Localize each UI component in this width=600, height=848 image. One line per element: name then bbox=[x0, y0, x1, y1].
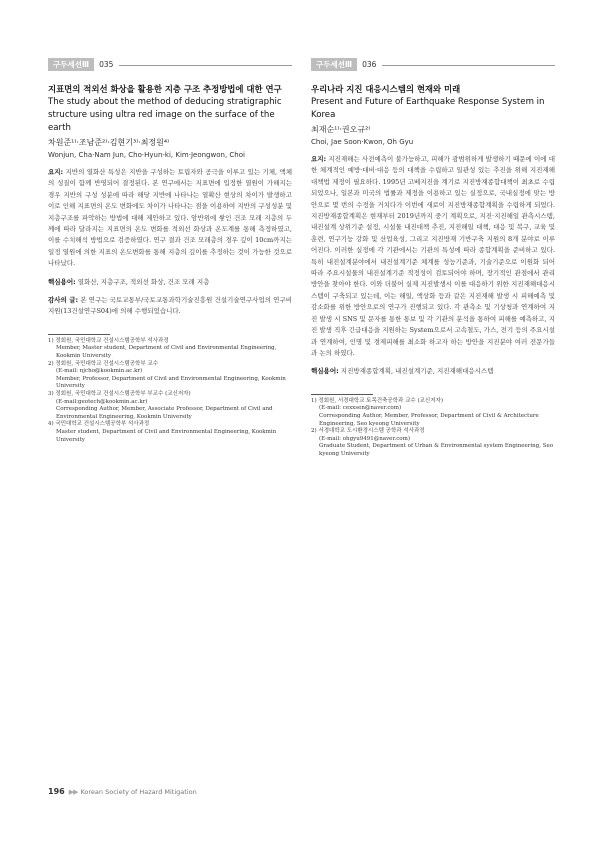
authors-korean: 최재순¹⁾·권오규²⁾ bbox=[311, 125, 371, 134]
session-header bbox=[311, 58, 555, 71]
ack-label: 감사의 글: bbox=[48, 296, 79, 305]
footnote bbox=[311, 443, 555, 458]
keywords-label: 핵심용어: bbox=[311, 367, 339, 376]
footnote-en: Master student, Department of Civil and Environmental Engineering, Kookmin University bbox=[56, 429, 277, 443]
title-korean: 지표면의 적외선 화상을 활용한 지층 구조 추정방법에 대한 연구 bbox=[48, 84, 282, 94]
session-number: 035 bbox=[99, 60, 114, 69]
arrow-icon: ▶▶ bbox=[68, 787, 78, 796]
footnote-en: (E-mail: cexxsen@naver.com) bbox=[319, 405, 402, 412]
footnote-ko: 2) 서경대학교 도시환경시스템 공학과 석사과정 bbox=[311, 428, 425, 435]
session-rule bbox=[119, 65, 292, 66]
abstract-text: 지진재해는 사전예측이 불가능하고, 피해가 광범위하게 발생하기 때문에 이에 대한 체계적인 예방·대비·대응 등의 대책을 수립하고 일관성 있는 추진을 위해 지진재해대책법 제정이 필요하다. 1995년 고베지진을 계기로 지진방재종합대책이 최초로 수립되었으나, 일본과 미국의 법률과 제정을 이용하고 있는 실정으로, 국내실정에 맞는 방안으로 몇 번의 수정을 거치다가 이번에 새로이 지진방재종합계획을 수립하게 되었다. 지진방재종합계획은 현재부터 2019년까지 중기 계획으로, 지진·지진해일 관측시스템, 내진설계 상위기준 설정, 시설물 내진대책 추진, 지진해일 대책, 대응 및 복구, 교육 및 훈련, 연구기능 강화 및 산업육성, 그리고 지진방재 기반구축 지원의 8개 분야로 이루어진다. 이러한 실정에 각 기관에서는 기관의 특성에 따라 종합계획을 준비하고 있다. 특히 내진설계분야에서 내진설계기준 체계를 성능기준과, 기술기준으로 이원화 되어 따라 주요시설물의 내진설계기준 적정성이 검토되어야 하며, 장기적인 관점에서 관리방안을 찾아야 한다. 이와 더불어 실제 지진발생시 이를 대응하기 위한 지진재해대응시스템이 구축되고 있는데, 이는 해일, 액상화 등과 같은 지진재해 발생 시 피해예측 및 감소화를 위한 방안으로의 연구가 진행되고 있다. 각 관측소 및 기상청과 연계하여 지진 발생 시 SNS 및 문자를 통한 통보 및 각 기관의 분석을 통하여 피해를 예측하고, 지진 발생 직후 긴급대응을 지원하는 System으로서 고속철도, 가스, 전기 등의 주요시설과 연계하여, 인명 및 경제피해를 최소화 하고자 하는 방안을 지진분야 여러 전문가들과 논의 하였다. bbox=[311, 155, 555, 357]
footnote bbox=[48, 376, 292, 391]
authors-english: Choi, Jae Soon·Kwon, Oh Gyu bbox=[311, 138, 414, 146]
title-english: Present and Future of Earthquake Response System in Korea bbox=[311, 97, 545, 120]
title-english: The study about the method of deducing stratigraphic structure using ultra red image on the surface of the earth bbox=[48, 97, 282, 133]
footnote bbox=[48, 338, 292, 361]
footnote-divider bbox=[311, 394, 373, 395]
society-name: Korean Society of Hazard Mitigation bbox=[80, 787, 197, 796]
right-article bbox=[311, 58, 555, 458]
authors-english: Wonjun, Cha·Nam Jun, Cho·Hyun-ki, Kim·Jeongwon, Choi bbox=[48, 151, 245, 159]
footnote-en: (E-mail: njcho@kookmin.ac.kr) bbox=[56, 368, 143, 375]
footnote-en: Corresponding Author, Member, Associate Professor, Department of Civil and Environmental Engineering, Kookmin University bbox=[56, 406, 273, 420]
footnote bbox=[311, 428, 555, 443]
abstract bbox=[48, 167, 292, 270]
session-number: 036 bbox=[362, 60, 377, 69]
footnotes bbox=[311, 398, 555, 459]
acknowledgement bbox=[48, 295, 292, 318]
left-article bbox=[48, 58, 292, 444]
footnotes bbox=[48, 338, 292, 444]
session-label: 구두세션Ⅲ bbox=[48, 58, 94, 71]
keywords-text: 지진방재종합계획, 내진설계기준, 지진재해대응시스템 bbox=[340, 367, 494, 376]
authors-korean: 차원준¹⁾·조남준²⁾·김현기³⁾·최정원⁴⁾ bbox=[48, 138, 170, 147]
session-label: 구두세션Ⅲ bbox=[311, 58, 357, 71]
keywords bbox=[48, 277, 292, 288]
footnote-ko: 3) 정회원, 국민대학교 건설시스템공학부 부교수 (교신저자) bbox=[48, 391, 191, 398]
keywords-text: 열화산, 지층구조, 적외선 화상, 건조 모래 지층 bbox=[77, 277, 210, 286]
abstract-text: 지반의 열화산 특성은 지반을 구성하는 토립자와 공극을 이루고 있는 기체, 액체의 성질이 함께 반영되어 결정된다. 본 연구에서는 지표면에 입정한 열원이 가해지는 경우 지반의 구성 성분에 따라 해당 지반에 나타나는 열확산 현상의 차이가 발생하고 이로 인해 지표면의 온도 변화에도 차이가 나타나는 점을 이용하여 지반의 구성성분 및 지층구조를 파악하는 방법에 대해 제안하고 있다. 암반위에 쌓인 건조 모래 지층의 두께에 따라 달라지는 지표면의 온도 변화를 적외선 화상과 온도계를 통해 측정하였고, 이를 수치해석 방법으로 검증하였다. 연구 결과 건조 모래층의 경우 깊이 10cm까지는 일정 열원에 의한 지표의 온도변화를 통해 지층의 깊이를 추정하는 것이 가능한 것으로 나타났다. bbox=[48, 168, 292, 268]
footnote bbox=[311, 398, 555, 413]
footnote bbox=[48, 391, 292, 406]
footnote-en: (E-mail:geotech@kookmin.ac.kr) bbox=[56, 398, 148, 405]
footnote bbox=[48, 361, 292, 376]
session-rule bbox=[382, 65, 555, 66]
footnote-en: Graduate Student, Department of Urban & Environmental system Engineering, Seo kyeong University bbox=[319, 443, 554, 457]
footnote-ko: 1) 정회원, 국민대학교 건설시스템공학부 석사과정 bbox=[48, 337, 169, 344]
page-footer bbox=[48, 787, 197, 796]
footnote-en: Member, Professor, Department of Civil and Environmental Engineering, Kookmin University bbox=[56, 375, 286, 390]
footnote-ko: 1) 정회원, 서경대학교 토목건축공학과 교수 (교신저자) bbox=[311, 397, 444, 404]
footnote-en: (E-mail: ohgyu9491@naver.com) bbox=[319, 435, 410, 442]
session-header bbox=[48, 58, 292, 71]
ack-text: 본 연구는 국토교통부/국토교통과학기술진흥원 건설기술연구사업의 연구비지원(13건설연구S04)에 의해 수행되었습니다. bbox=[48, 296, 292, 316]
footnote-divider bbox=[48, 334, 110, 335]
footnote bbox=[311, 413, 555, 428]
title-korean: 우리나라 지진 대응시스템의 현재와 미래 bbox=[311, 84, 461, 94]
abstract-label: 요지: bbox=[48, 168, 64, 176]
abstract bbox=[311, 154, 555, 359]
footnote-en: Member, Master student, Department of Civil and Environmental Engineering, Kookmin University bbox=[56, 345, 277, 360]
abstract-label: 요지: bbox=[311, 155, 327, 163]
footnote bbox=[48, 421, 292, 444]
keywords bbox=[311, 366, 555, 377]
footnote-ko: 2) 정회원, 국민대학교 건설시스템공학부 교수 bbox=[48, 360, 159, 367]
page-number: 196 bbox=[48, 787, 65, 796]
footnote-en: Corresponding Author, Member, Professor, Department of Civil & Architecture Engineering, Seo kyeong University bbox=[319, 412, 539, 427]
footnote bbox=[48, 406, 292, 421]
footnote-ko: 4) 국민대학교 건설시스템공학부 석사과정 bbox=[48, 421, 150, 428]
keywords-label: 핵심용어: bbox=[48, 277, 76, 286]
